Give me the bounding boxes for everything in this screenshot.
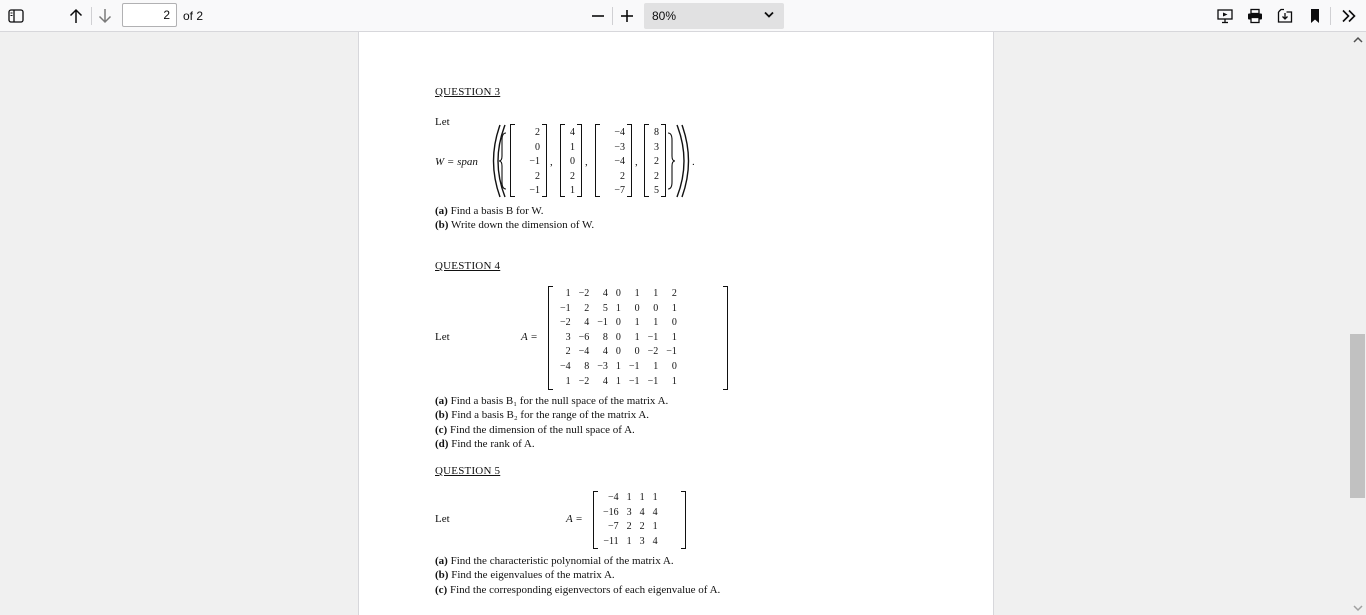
matrix-entry: 1 — [652, 492, 658, 503]
vertical-scrollbar[interactable] — [1349, 32, 1366, 615]
matrix-entry: 0 — [615, 317, 621, 329]
matrix-row — [556, 345, 677, 360]
vector-entry: 0 — [535, 141, 540, 153]
q4-part-c — [435, 424, 635, 436]
matrix-entry: 1 — [615, 302, 621, 314]
matrix-entry: −1 — [628, 375, 640, 387]
q5-part-b — [435, 569, 615, 581]
matrix-entry: −1 — [560, 302, 571, 314]
vector-4 — [644, 124, 666, 197]
matrix-entry: 0 — [615, 346, 621, 358]
matrix-a-q5-entries — [599, 491, 658, 549]
zoom-value: 80% — [652, 9, 677, 23]
save-download-icon[interactable] — [1274, 0, 1296, 32]
vector-entry: 2 — [570, 170, 575, 182]
q3-part-b — [435, 219, 594, 231]
pdf-viewer-container[interactable] — [0, 32, 1366, 615]
matrix-entry: −1 — [628, 360, 640, 372]
matrix-entry: −4 — [578, 346, 590, 358]
part-text: Find a basis B for W. — [450, 205, 544, 217]
matrix-row — [599, 506, 658, 521]
zoom-out-button[interactable] — [588, 0, 608, 32]
part-label: (b) — [435, 409, 449, 421]
matrix-row — [599, 520, 658, 535]
matrix-entry: 1 — [626, 492, 632, 503]
matrix-entry: 3 — [626, 506, 632, 518]
matrix-entry: −2 — [578, 288, 590, 299]
matrix-entry: 0 — [671, 317, 677, 329]
question-5-heading: QUESTION 5 — [435, 465, 501, 477]
matrix-entry: −1 — [647, 331, 659, 343]
toolbar-separator — [1330, 7, 1331, 25]
matrix-entry: 1 — [565, 375, 571, 387]
matrix-entry: 3 — [639, 535, 645, 547]
part-label: (a) — [435, 205, 448, 217]
matrix-row — [556, 375, 677, 390]
vector-3 — [595, 124, 632, 197]
vector-entry: 1 — [570, 185, 575, 196]
vector-entry: −1 — [529, 156, 540, 167]
vector-entry: 5 — [654, 185, 659, 196]
matrix-entry: 1 — [634, 317, 640, 329]
presentation-mode-icon[interactable] — [1214, 0, 1236, 32]
matrix-row — [556, 287, 677, 302]
vector-entry: −1 — [529, 185, 540, 196]
matrix-entry: 1 — [626, 535, 632, 547]
vector-entry: 1 — [570, 141, 575, 153]
matrix-entry: −4 — [608, 492, 619, 503]
question-3-heading: QUESTION 3 — [435, 86, 501, 98]
vector-entry: 8 — [654, 127, 659, 138]
zoom-select[interactable] — [644, 3, 784, 29]
matrix-entry: −11 — [603, 535, 619, 547]
tools-overflow-icon[interactable] — [1337, 0, 1361, 32]
matrix-entry: −2 — [560, 317, 571, 329]
pdf-toolbar — [0, 0, 1366, 32]
matrix-entry: 1 — [653, 288, 659, 299]
left-brace — [498, 132, 508, 190]
q4-part-a — [435, 395, 668, 407]
toolbar-separator — [91, 7, 92, 25]
part-label: (c) — [435, 424, 448, 436]
part-text: Find a basis B₂ for the range of the matrix A. — [451, 409, 650, 421]
matrix-entry: 4 — [602, 346, 608, 358]
part-text: Find the eigenvalues of the matrix A. — [451, 569, 615, 581]
matrix-row — [556, 302, 677, 317]
matrix-entry: 1 — [634, 331, 640, 343]
vector-entry: 0 — [570, 156, 575, 167]
matrix-entry: 4 — [602, 375, 608, 387]
next-page-icon[interactable] — [95, 0, 115, 32]
vector-entry: 2 — [654, 156, 659, 167]
matrix-row — [556, 331, 677, 346]
period: . — [692, 156, 695, 168]
q4-part-d — [435, 438, 535, 450]
vector-entry: −3 — [614, 141, 625, 153]
vector-entry: 2 — [620, 170, 625, 182]
comma: , — [635, 156, 638, 168]
part-label: (a) — [435, 555, 448, 567]
zoom-in-button[interactable] — [617, 0, 637, 32]
matrix-entry: 1 — [652, 521, 658, 533]
matrix-entry: 1 — [565, 288, 571, 299]
matrix-entry: 1 — [634, 288, 640, 299]
matrix-entry: 1 — [615, 375, 621, 387]
a-equals-label: A = — [566, 513, 583, 525]
matrix-row — [599, 535, 658, 550]
vector-2 — [560, 124, 582, 197]
vector-entry: 2 — [535, 127, 540, 138]
part-label: (a) — [435, 395, 448, 407]
matrix-entry: −7 — [608, 521, 619, 533]
matrix-entry: 0 — [615, 288, 621, 299]
q5-part-a — [435, 555, 674, 567]
q5-part-c — [435, 584, 720, 596]
matrix-entry: 1 — [653, 360, 659, 372]
matrix-entry: 0 — [634, 346, 640, 358]
matrix-entry: 2 — [626, 521, 632, 533]
matrix-entry: 2 — [671, 288, 677, 299]
matrix-entry: −2 — [647, 346, 659, 358]
sidebar-toggle-icon[interactable] — [4, 0, 28, 32]
matrix-row — [599, 491, 658, 506]
matrix-entry: 4 — [584, 317, 590, 329]
matrix-entry: 0 — [671, 360, 677, 372]
matrix-entry: 1 — [615, 360, 621, 372]
matrix-entry: 5 — [602, 302, 608, 314]
vector-entry: −4 — [614, 127, 625, 138]
matrix-row — [556, 360, 677, 375]
vector-entry: −7 — [614, 185, 625, 196]
toolbar-separator — [612, 7, 613, 25]
part-label: (b) — [435, 219, 449, 231]
matrix-entry: 4 — [652, 535, 658, 547]
matrix-entry: 1 — [671, 331, 677, 343]
q4-let-label: Let — [435, 331, 450, 343]
bookmark-icon[interactable] — [1304, 0, 1326, 32]
matrix-entry: 4 — [639, 506, 645, 518]
matrix-entry: −1 — [597, 317, 608, 329]
matrix-entry: 0 — [615, 331, 621, 343]
page-number-input[interactable] — [122, 3, 177, 27]
matrix-entry: −3 — [597, 360, 608, 372]
matrix-entry: 8 — [584, 360, 590, 372]
vector-entry: 2 — [654, 170, 659, 182]
pdf-page — [358, 32, 994, 615]
part-text: Write down the dimension of W. — [451, 219, 595, 231]
part-label: (c) — [435, 584, 448, 596]
a-equals-label: A = — [521, 331, 538, 343]
matrix-row — [556, 316, 677, 331]
part-label: (b) — [435, 569, 449, 581]
matrix-entry: −1 — [666, 346, 677, 358]
vector-entry: −4 — [614, 156, 625, 167]
matrix-entry: 1 — [671, 375, 677, 387]
matrix-entry: −2 — [578, 375, 590, 387]
q5-let-label: Let — [435, 513, 450, 525]
vector-entry: 4 — [570, 127, 575, 138]
matrix-entry: −6 — [578, 331, 590, 343]
matrix-entry: −16 — [603, 506, 619, 518]
matrix-entry: −4 — [560, 360, 571, 372]
matrix-entry: 1 — [639, 492, 645, 503]
part-text: Find the rank of A. — [451, 438, 535, 450]
chevron-down-icon — [764, 11, 774, 19]
matrix-entry: 4 — [652, 506, 658, 518]
matrix-entry: 8 — [602, 331, 608, 343]
comma: , — [550, 156, 553, 168]
previous-page-icon[interactable] — [66, 0, 86, 32]
w-span-label: W = span — [435, 156, 478, 168]
part-text: Find the characteristic polynomial of the matrix A. — [450, 555, 674, 567]
comma: , — [585, 156, 588, 168]
matrix-entry: 1 — [671, 302, 677, 314]
q3-let-label: Let — [435, 116, 450, 128]
part-text: Find the corresponding eigenvectors of each eigenvalue of A. — [449, 584, 721, 596]
matrix-entry: −1 — [647, 375, 659, 387]
q3-part-a — [435, 205, 543, 217]
scroll-down-icon[interactable] — [1353, 604, 1363, 612]
scrollbar-thumb[interactable] — [1350, 334, 1365, 498]
question-4-heading: QUESTION 4 — [435, 260, 501, 272]
vector-1 — [510, 124, 547, 197]
matrix-entry: 0 — [653, 302, 659, 314]
part-text: Find a basis B₁ for the null space of the matrix A. — [450, 395, 669, 407]
q4-part-b — [435, 409, 649, 421]
vector-entry: 3 — [654, 141, 659, 153]
matrix-entry: 0 — [634, 302, 640, 314]
matrix-entry: 2 — [584, 302, 590, 314]
matrix-entry: 1 — [653, 317, 659, 329]
part-text: Find the dimension of the null space of A. — [449, 424, 635, 436]
scroll-up-icon[interactable] — [1353, 36, 1363, 44]
page-count-label: of 2 — [183, 9, 204, 23]
matrix-a-q4-entries — [556, 287, 677, 389]
matrix-entry: 2 — [639, 521, 645, 533]
matrix-entry: 2 — [565, 346, 571, 358]
print-icon[interactable] — [1244, 0, 1266, 32]
part-label: (d) — [435, 438, 449, 450]
vector-entry: 2 — [535, 170, 540, 182]
matrix-entry: 3 — [565, 331, 571, 343]
right-paren — [674, 124, 694, 198]
matrix-entry: 4 — [602, 288, 608, 299]
